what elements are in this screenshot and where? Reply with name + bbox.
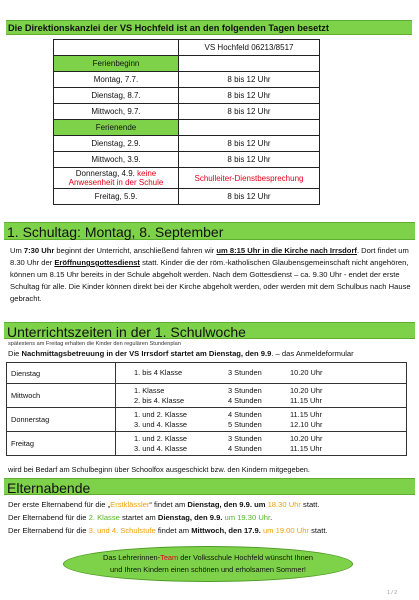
- day-cell: Donnerstag, 4.9. keine Anwesenheit in der Schule: [54, 168, 179, 189]
- schedule-note: spätestens am Freitag erhalten die Kinder den regulären Stundenplan: [8, 341, 181, 347]
- day-cell: Freitag, 5.9.: [54, 189, 179, 205]
- first-day-heading: 1. Schultag: Montag, 8. September: [4, 222, 415, 240]
- day-cell: Dienstag, 8.7.: [54, 88, 179, 104]
- day-cell: Dienstag: [7, 363, 116, 384]
- parents-evening-line: Der Elternabend für die 3. und 4. Schulstufe findet am Mittwoch, den 17.9. um 19.00 Uhr statt.: [8, 526, 328, 535]
- day-cell: Mittwoch, 3.9.: [54, 152, 179, 168]
- school-phone: VS Hochfeld 06213/8517: [179, 40, 320, 56]
- day-cell: Freitag: [7, 432, 116, 456]
- time-cell: 8 bis 12 Uhr: [179, 104, 320, 120]
- section-label: Ferienbeginn: [54, 56, 179, 72]
- closing-message: Das Lehrerinnen-Team der Volksschule Hochfeld wünscht Ihnen und Ihren Kindern einen schönen und erholsamen Sommer!: [63, 546, 353, 582]
- office-hours-table: [53, 39, 320, 205]
- afternoon-care-line: Die Nachmittagsbetreuung in der VS Irrsdorf startet am Dienstag, den 9.9. – das Anmeldeformular: [8, 349, 354, 358]
- time-cell: 8 bis 12 Uhr: [179, 136, 320, 152]
- day-cell: Mittwoch, 9.7.: [54, 104, 179, 120]
- absence-note: keine Anwesenheit in der Schule: [68, 169, 164, 187]
- page-number: 1 / 2: [387, 590, 397, 596]
- parents-evening-line: Der Elternabend für die 2. Klasse startet am Dienstag, den 9.9. um 19.30 Uhr.: [8, 513, 273, 522]
- day-cell: Mittwoch: [7, 384, 116, 408]
- day-cell: Dienstag, 2.9.: [54, 136, 179, 152]
- first-day-paragraph: Um 7:30 Uhr beginnt der Unterricht, anschließend fahren wir um 8:15 Uhr in die Kirche nach Irrsdorf. Dort findet um 8.30 Uhr der Eröffnungsgottesdienst statt. Kinder die der röm.-katholischen Glaubensgemeinschaft nicht angehören, können um 8.15 Uhr bereits in der Schule abgeholt werden. Nach dem Gottesdienst – ca. 9.30 Uhr - endet der erste Schultag für alle. Die Kinder können direkt bei der Kirche abgeholt werden, oder werden mit dem Schulbus nach Hause gebracht.: [10, 246, 411, 303]
- parents-evening-line: Der erste Elternabend für die „Erstklässler“ findet am Dienstag, den 9.9. um 18.30 Uhr statt.: [8, 500, 320, 509]
- time-cell: Schulleiter-Dienstbesprechung: [179, 168, 320, 189]
- time-cell: 8 bis 12 Uhr: [179, 72, 320, 88]
- parents-evening-list: [8, 498, 412, 537]
- time-cell: 8 bis 12 Uhr: [179, 189, 320, 205]
- schoolfox-note: wird bei Bedarf am Schulbeginn über Schoolfox ausgeschickt bzw. den Kindern mitgegeben.: [8, 465, 310, 474]
- time-cell: 8 bis 12 Uhr: [179, 152, 320, 168]
- lesson-times-heading: Unterrichtszeiten in der 1. Schulwoche: [4, 322, 415, 339]
- parents-evening-heading: Elternabende: [4, 478, 415, 495]
- section-label: Ferienende: [54, 120, 179, 136]
- office-hours-header: Die Direktionskanzlei der VS Hochfeld ist an den folgenden Tagen besetzt: [6, 20, 412, 35]
- time-cell: 8 bis 12 Uhr: [179, 88, 320, 104]
- day-cell: Donnerstag: [7, 408, 116, 432]
- day-cell: Montag, 7.7.: [54, 72, 179, 88]
- lesson-times-table: Dienstag 1. bis 4 Klasse 3 Stunden 10.20 Uhr Mittwoch 1. Klasse 3 Stunden 10.20 Uhr 2. bis 4. Klasse 4 Stunden 11.15 Uhr Donnerstag 1. und 2. Klasse 4 Stunden 11.15 Uhr 3. und 4. Klasse 5 Stunden 12.10 Uhr Freitag 1. und 2. Klasse 3 Stunden 10.20 Uhr 3. und 4. Klasse 4 Stunden 11.15 Uhr: [6, 362, 407, 456]
